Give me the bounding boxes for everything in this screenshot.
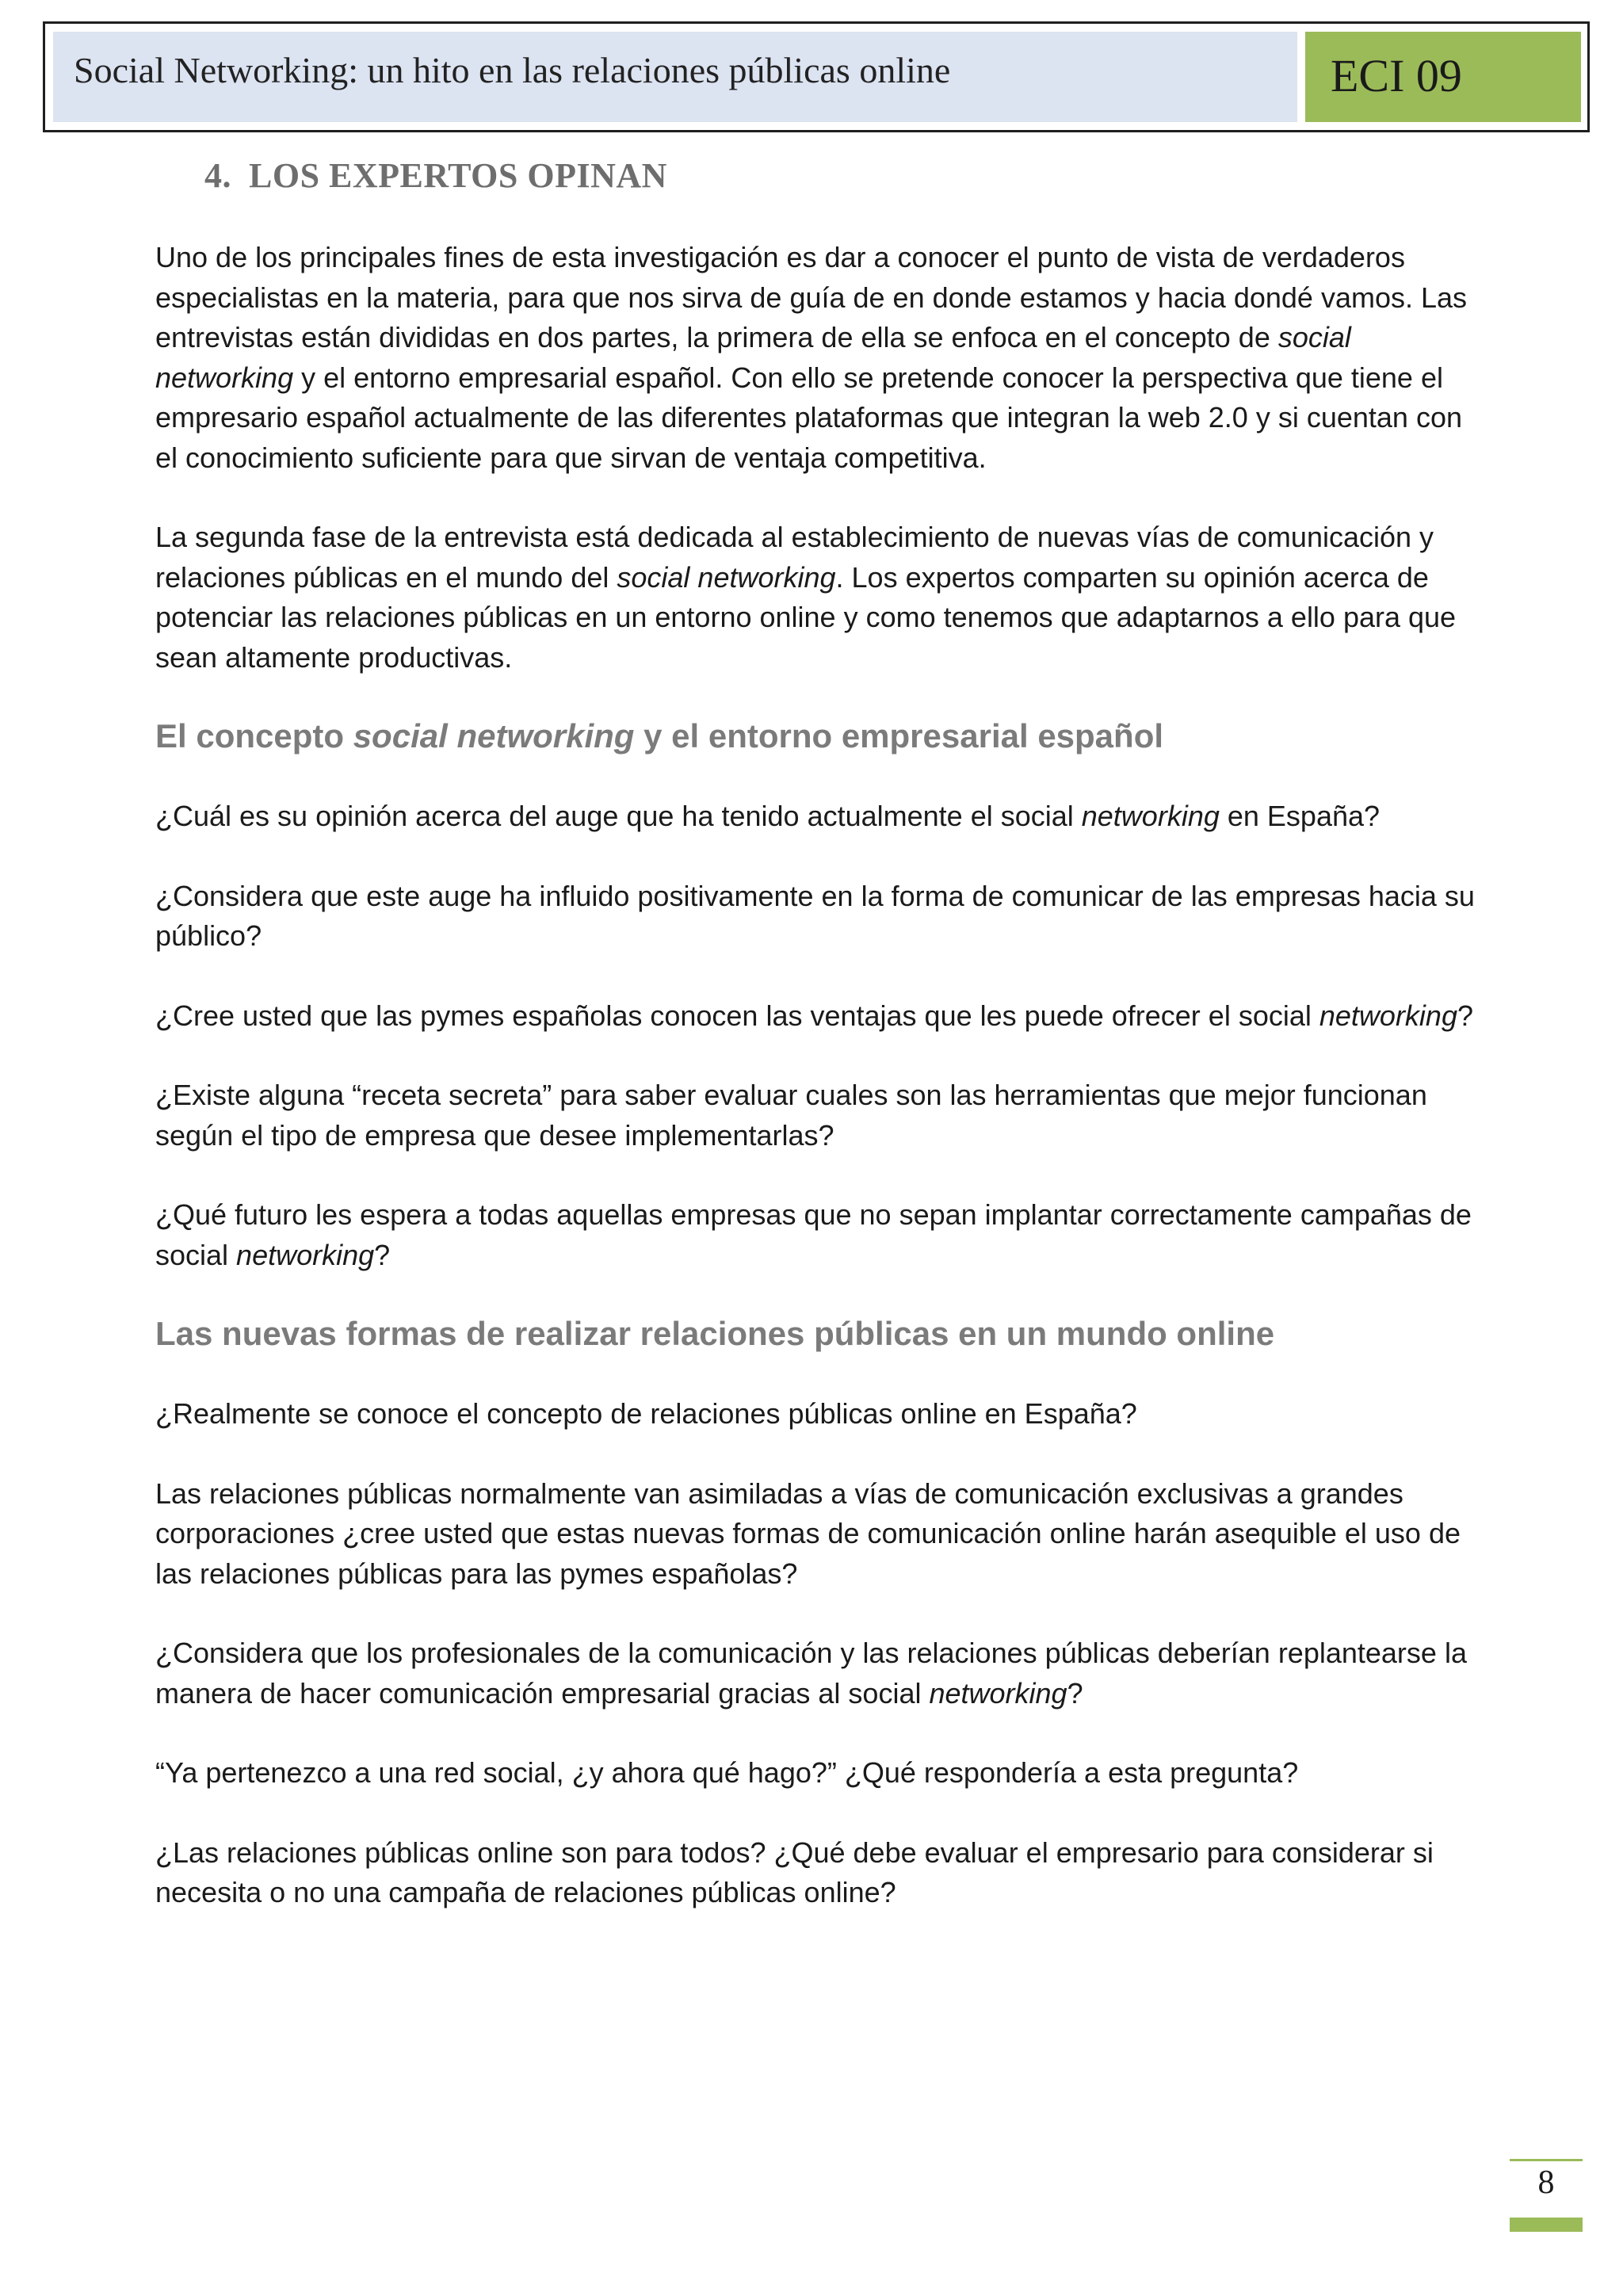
part2-question-2: Las relaciones públicas normalmente van asimiladas a vías de comunicación exclusivas a grandes corporaciones ¿cree usted que estas nuevas formas de comunicación online harán asequible el uso de las relaciones públicas para las pymes españolas?: [155, 1477, 1461, 1590]
header-title-box: [53, 32, 1297, 122]
part2-question-4: “Ya pertenezco a una red social, ¿y ahora qué hago?” ¿Qué respondería a esta pregunta?: [155, 1756, 1299, 1789]
part1-q3-text-b: ?: [1457, 999, 1473, 1032]
part1-question-2: ¿Considera que este auge ha influido positivamente en la forma de comunicar de las empresas hacia su público?: [155, 879, 1475, 952]
intro-p1-text-b: y el entorno empresarial español. Con ello se pretende conocer la perspectiva que tiene el empresario español actualmente de las diferentes plataformas que integran la web 2.0 y si cuentan con el conocimiento suficiente para que sirvan de ventaja competitiva.: [155, 361, 1462, 474]
part2-question-5: ¿Las relaciones públicas online son para todos? ¿Qué debe evaluar el empresario para considerar si necesita o no una campaña de relaciones públicas online?: [155, 1836, 1434, 1908]
part1-q3-text-a: ¿Cree usted que las pymes españolas conocen las ventajas que les puede ofrecer el social: [155, 999, 1319, 1032]
page-header: [43, 21, 1590, 132]
intro-p2-emphasis: social networking: [617, 560, 836, 594]
part1-question-3: [155, 996, 1487, 1037]
header-code-box: [1305, 32, 1581, 122]
part1-q5-text-b: ?: [374, 1238, 391, 1271]
document-body: [155, 238, 1487, 1953]
part2-question-1: ¿Realmente se conoce el concepto de relaciones públicas online en España?: [155, 1397, 1137, 1430]
section-heading: [204, 155, 667, 196]
part2-q3-emphasis: networking: [929, 1676, 1067, 1710]
part2-question-3: [155, 1633, 1487, 1713]
section-title: LOS EXPERTOS OPINAN: [249, 156, 667, 195]
part1-q1-emphasis: networking: [1081, 800, 1220, 832]
subheading-part-1: [155, 714, 1487, 758]
header-code: ECI 09: [1331, 50, 1462, 101]
page-number-bar: [1510, 2218, 1583, 2232]
intro-paragraph-1: [155, 238, 1487, 478]
page-number-top-rule: [1510, 2159, 1583, 2161]
part2-q3-text-b: ?: [1067, 1676, 1083, 1710]
part1-heading-a: El concepto: [155, 717, 353, 755]
intro-p2-text-b: . Los expertos comparten su opinión acerca de potenciar las relaciones públicas en un entorno online y como tenemos que adaptarnos a ello para que sean altamente productivas.: [155, 560, 1457, 674]
page-number: 8: [1537, 2164, 1555, 2201]
subheading-part-2: Las nuevas formas de realizar relaciones públicas en un mundo online: [155, 1315, 1275, 1352]
part1-heading-emphasis: social networking: [353, 717, 635, 755]
part1-q3-emphasis: networking: [1319, 999, 1457, 1032]
part2-q3-text-a: ¿Considera que los profesionales de la comunicación y las relaciones públicas deberían replantearse la manera de hacer comunicación empresarial gracias al social: [155, 1637, 1467, 1710]
part1-heading-b: y el entorno empresarial español: [634, 717, 1164, 755]
part1-q5-emphasis: networking: [236, 1238, 375, 1271]
part1-question-1: [155, 797, 1487, 837]
intro-paragraph-2: [155, 518, 1487, 678]
intro-p1-text-a: Uno de los principales fines de esta investigación es dar a conocer el punto de vista de verdaderos especialistas en la materia, para que nos sirva de guía de en donde estamos y hacia dondé vamos. Las entrevistas están divididas en dos partes, la primera de ella se enfoca en el concepto de: [155, 241, 1468, 353]
part1-q1-text-a: ¿Cuál es su opinión acerca del auge que ha tenido actualmente el social: [155, 800, 1082, 832]
part1-question-4: ¿Existe alguna “receta secreta” para saber evaluar cuales son las herramientas que mejor funcionan según el tipo de empresa que desee implementarlas?: [155, 1079, 1427, 1152]
intro-p2-text-a: La segunda fase de la entrevista está dedicada al establecimiento de nuevas vías de comunicación y relaciones públicas en el mundo del: [155, 521, 1434, 594]
part1-q1-text-b: en España?: [1219, 800, 1381, 832]
header-title: Social Networking: un hito en las relaciones públicas online: [74, 50, 951, 90]
part1-question-5: [155, 1195, 1487, 1275]
intro-p1-emphasis: social networking: [155, 321, 1351, 394]
part1-q5-text-a: ¿Qué futuro les espera a todas aquellas empresas que no sepan implantar correctamente campañas de social: [155, 1198, 1472, 1271]
section-number: 4.: [204, 156, 231, 195]
